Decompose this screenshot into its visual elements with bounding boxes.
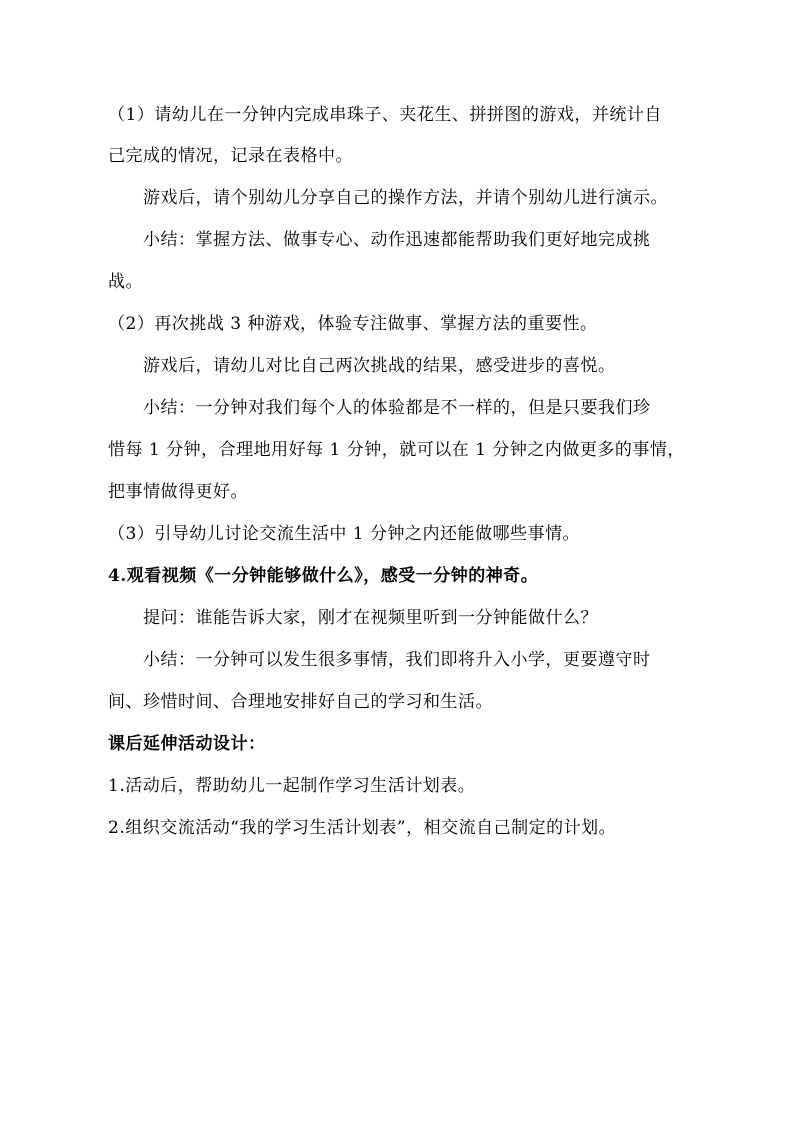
paragraph-line: （2）再次挑战 3 种游戏，体验专注做事、掌握方法的重要性。 (108, 314, 598, 334)
paragraph-line: （3）引导幼儿讨论交流生活中 1 分钟之内还能做哪些事情。 (108, 524, 580, 544)
paragraph-line: 游戏后，请个别幼儿分享自己的操作方法，并请个别幼儿进行演示。 (143, 188, 668, 208)
paragraph-line: 2.组织交流活动“我的学习生活计划表”，相交流自己制定的计划。 (108, 818, 617, 838)
paragraph-line: 己完成的情况，记录在表格中。 (108, 146, 353, 166)
paragraph-line: 战。 (108, 272, 143, 292)
paragraph-line: （1）请幼儿在一分钟内完成串珠子、夹花生、拼拼图的游戏，并统计自 (108, 105, 662, 125)
paragraph-line: 小结：掌握方法、做事专心、动作迅速都能帮助我们更好地完成挑 (143, 230, 651, 250)
paragraph-line: 小结：一分钟可以发生很多事情，我们即将升入小学，更要遵守时 (143, 650, 651, 670)
paragraph-line: 提问：谁能告诉大家，刚才在视频里听到一分钟能做什么？ (143, 608, 598, 628)
paragraph-line: 间、珍惜时间、合理地安排好自己的学习和生活。 (108, 692, 493, 712)
section-heading: 4.观看视频《一分钟能够做什么》，感受一分钟的神奇。 (108, 566, 539, 586)
section-heading: 课后延伸活动设计： (108, 734, 266, 754)
paragraph-line: 把事情做得更好。 (108, 482, 248, 502)
paragraph-line: 1.活动后，帮助幼儿一起制作学习生活计划表。 (108, 776, 476, 796)
paragraph-line: 游戏后，请幼儿对比自己两次挑战的结果，感受进步的喜悦。 (143, 356, 616, 376)
paragraph-line: 惜每 1 分钟，合理地用好每 1 分钟，就可以在 1 分钟之内做更多的事情， (108, 440, 685, 460)
paragraph-line: 小结：一分钟对我们每个人的体验都是不一样的，但是只要我们珍 (143, 398, 651, 418)
